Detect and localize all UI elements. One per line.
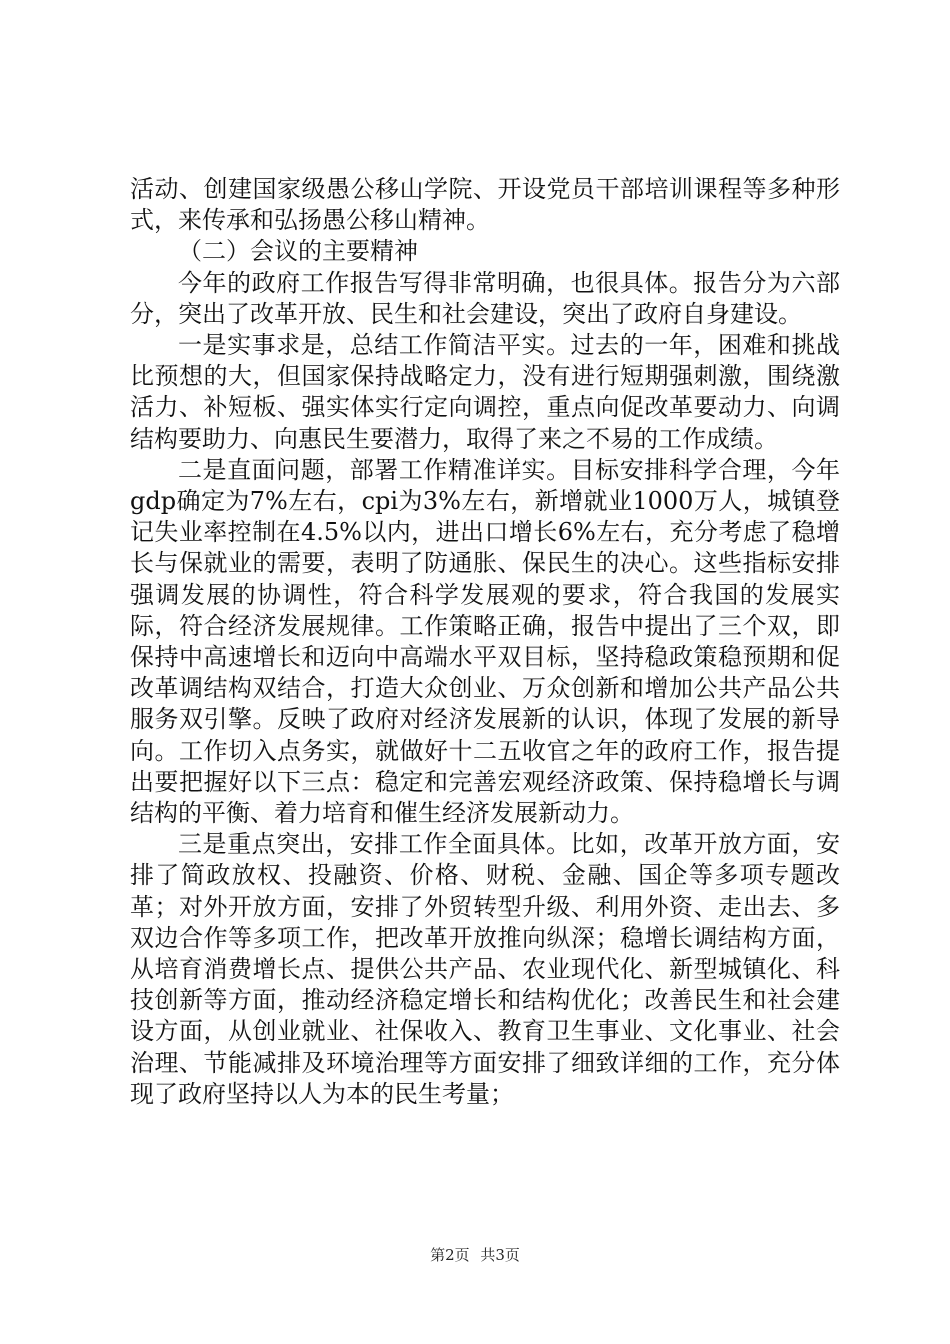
paragraph-4: 一是实事求是，总结工作简洁平实。过去的一年，困难和挑战比预想的大，但国家保持战略定力，没有进行短期强刺激，围绕激活力、补短板、强实体实行定向调控，重点向促改革要动力、向调结构要助力、向惠民生要潜力，取得了来之不易的工作成绩。 xyxy=(130,331,840,453)
paragraph-5: 二是直面问题，部署工作精准详实。目标安排科学合理，今年gdp确定为7%左右，cpi为3%左右，新增就业1000万人，城镇登记失业率控制在4.5%以内，进出口增长6%左右，充分考虑了稳增长与保就业的需要，表明了防通胀、保民生的决心。这些指标安排强调发展的协调性，符合科学发展观的要求，符合我国的发展实际，符合经济发展规律。工作策略正确，报告中提出了三个双，即保持中高速增长和迈向中高端水平双目标，坚持稳政策稳预期和促改革调结构双结合，打造大众创业、万众创新和增加公共产品公共服务双引擎。反映了政府对经济发展新的认识，体现了发展的新导向。工作切入点务实，就做好十二五收官之年的政府工作，报告提出要把握好以下三点：稳定和完善宏观经济政策、保持稳增长与调结构的平衡、着力培育和催生经济发展新动力。 xyxy=(130,455,840,828)
paragraph-6: 三是重点突出，安排工作全面具体。比如，改革开放方面，安排了简政放权、投融资、价格、财税、金融、国企等多项专题改革；对外开放方面，安排了外贸转型升级、利用外资、走出去、多双边合作等多项工作，把改革开放推向纵深；稳增长调结构方面，从培育消费增长点、提供公共产品、农业现代化、新型城镇化、科技创新等方面，推动经济稳定增长和结构优化；改善民生和社会建设方面，从创业就业、社保收入、教育卫生事业、文化事业、社会治理、节能减排及环境治理等方面安排了细致详细的工作，充分体现了政府坚持以人为本的民生考量； xyxy=(130,830,840,1108)
page-footer xyxy=(0,1244,950,1265)
page-total: 共3页 xyxy=(480,1246,520,1264)
section-heading: （二）会议的主要精神 xyxy=(178,237,418,266)
page-number: 第2页 xyxy=(430,1246,470,1264)
paragraph-1: 活动、创建国家级愚公移山学院、开设党员干部培训课程等多种形式，来传承和弘扬愚公移山精神。 xyxy=(130,175,840,235)
paragraph-3: 今年的政府工作报告写得非常明确，也很具体。报告分为六部分，突出了改革开放、民生和社会建设，突出了政府自身建设。 xyxy=(130,268,840,328)
document-body xyxy=(130,174,840,1110)
